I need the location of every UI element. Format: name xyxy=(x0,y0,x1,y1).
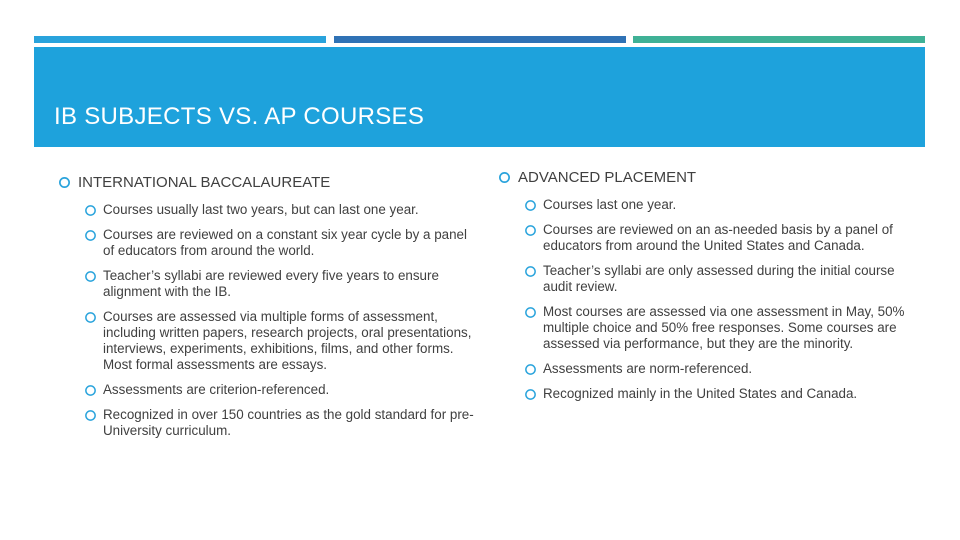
circle-bullet-icon xyxy=(524,224,537,237)
list-item xyxy=(84,407,478,439)
circle-bullet-icon xyxy=(84,311,97,324)
ap-heading-text: ADVANCED PLACEMENT xyxy=(518,169,697,186)
ap-column xyxy=(498,169,918,411)
list-item xyxy=(524,361,918,377)
list-item xyxy=(84,309,478,373)
ib-heading xyxy=(58,174,478,192)
circle-bullet-icon xyxy=(58,176,71,189)
list-item xyxy=(524,222,918,254)
circle-bullet-icon xyxy=(524,388,537,401)
circle-bullet-icon xyxy=(84,409,97,422)
circle-bullet-icon xyxy=(524,306,537,319)
ib-column xyxy=(58,174,478,448)
circle-bullet-icon xyxy=(84,204,97,217)
list-item xyxy=(84,202,478,218)
accent-stripe-1 xyxy=(34,36,326,43)
list-item xyxy=(524,263,918,295)
circle-bullet-icon xyxy=(524,199,537,212)
accent-stripe-3 xyxy=(633,36,925,43)
list-item xyxy=(84,382,478,398)
circle-bullet-icon xyxy=(84,384,97,397)
ap-heading xyxy=(498,169,918,187)
list-item-text: Courses usually last two years, but can last one year. xyxy=(103,202,419,217)
list-item-text: Assessments are criterion-referenced. xyxy=(103,382,330,397)
circle-bullet-icon xyxy=(524,265,537,278)
list-item-text: Assessments are norm-referenced. xyxy=(543,361,753,376)
list-item-text: Courses are assessed via multiple forms of assessment, including written papers, research projects, oral presentations, interviews, experiments, exhibitions, films, and other forms. Most formal assessments are essays. xyxy=(103,309,472,372)
ib-list xyxy=(58,202,478,439)
accent-stripe-2 xyxy=(334,36,626,43)
list-item xyxy=(524,304,918,352)
list-item-text: Teacher’s syllabi are only assessed during the initial course audit review. xyxy=(543,263,895,294)
list-item xyxy=(84,268,478,300)
list-item-text: Courses last one year. xyxy=(543,197,677,212)
ap-list xyxy=(498,197,918,402)
circle-bullet-icon xyxy=(84,229,97,242)
title-band xyxy=(34,47,925,147)
circle-bullet-icon xyxy=(524,363,537,376)
list-item xyxy=(524,197,918,213)
list-item-text: Courses are reviewed on a constant six year cycle by a panel of educators from around the world. xyxy=(103,227,467,258)
list-item-text: Recognized in over 150 countries as the gold standard for pre-University curriculum. xyxy=(103,407,474,438)
list-item xyxy=(524,386,918,402)
list-item-text: Most courses are assessed via one assessment in May, 50% multiple choice and 50% free responses. Some courses are assessed via performance, but they are the minority. xyxy=(543,304,905,351)
list-item xyxy=(84,227,478,259)
list-item-text: Courses are reviewed on an as-needed basis by a panel of educators from around the United States and Canada. xyxy=(543,222,893,253)
circle-bullet-icon xyxy=(498,171,511,184)
ib-heading-text: INTERNATIONAL BACCALAUREATE xyxy=(78,174,331,191)
slide-title: IB SUBJECTS VS. AP COURSES xyxy=(54,103,425,130)
list-item-text: Recognized mainly in the United States and Canada. xyxy=(543,386,858,401)
list-item-text: Teacher’s syllabi are reviewed every five years to ensure alignment with the IB. xyxy=(103,268,439,299)
circle-bullet-icon xyxy=(84,270,97,283)
